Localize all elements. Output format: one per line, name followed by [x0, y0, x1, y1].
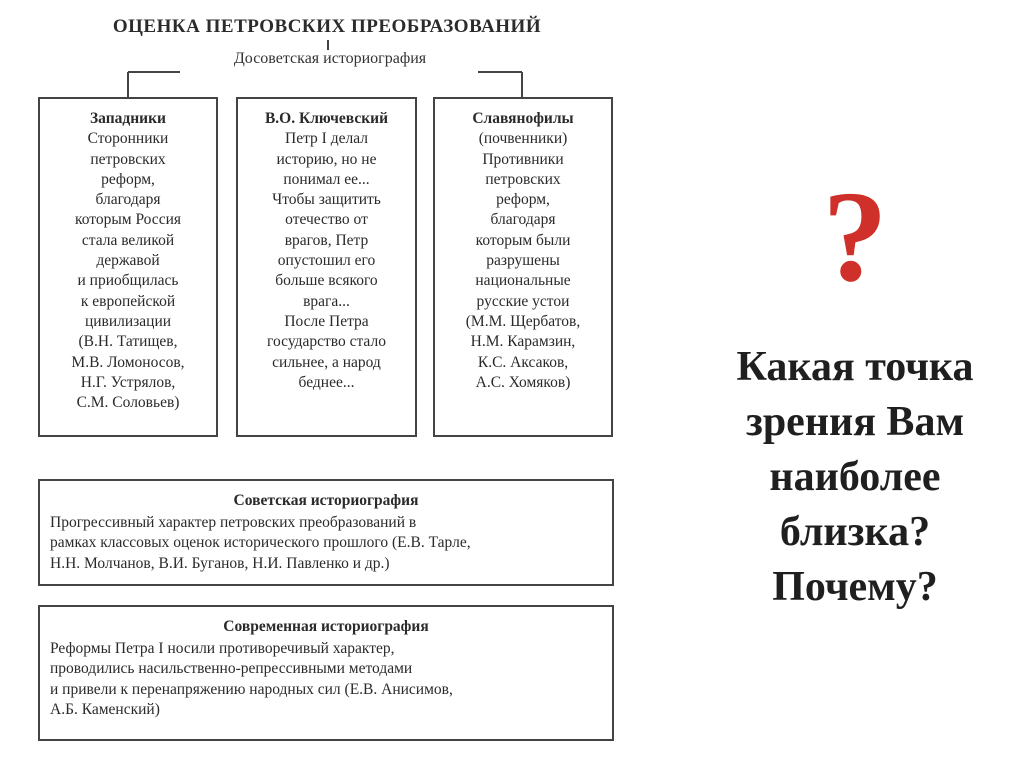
westerners-text: Сторонники петровских реформ, благодаря которым Россия стала великой державой и приобщилась к европейской цивилизации (В.Н. Татищев, М.В. Ломоносов, Н.Г. Устрялов, С.М. Соловьев): [71, 130, 185, 412]
westerners-heading: Западники: [90, 110, 166, 127]
westerners-box: [38, 97, 218, 437]
klyuchevsky-heading: В.О. Ключевский: [264, 110, 389, 127]
pre-soviet-subtitle: Досоветская историография: [233, 50, 427, 67]
modern-text: Реформы Петра I носили противоречивый характер, проводились насильственно-репрессивными методами и привели к перенапряжению народных сил (Е.В. Анисимов, А.Б. Каменский): [50, 639, 453, 718]
question-mark-icon: ?: [822, 165, 888, 309]
slavophiles-box: [433, 97, 613, 437]
klyuchevsky-text: Петр I делал историю, но не понимал ее... Чтобы защитить отечество от врагов, Петр опустошил его больше всякого врага... После Петра государство стало сильнее, а народ беднее...: [267, 130, 386, 391]
soviet-historiography-box: [38, 479, 614, 586]
klyuchevsky-box: [236, 97, 417, 437]
soviet-text: Прогрессивный характер петровских преобразований в рамках классовых оценок исторического прошлого (Е.В. Тарле, Н.Н. Молчанов, В.И. Буганов, Н.И. Павленко и др.): [50, 513, 471, 572]
modern-heading: Современная историография: [223, 618, 429, 635]
modern-historiography-box: [38, 605, 614, 741]
soviet-heading: Советская историография: [233, 492, 419, 509]
question-text: Какая точка зрения Вам наиболее близка? Почему?: [736, 344, 974, 610]
slavophiles-text: (почвенники) Противники петровских реформ, благодаря которым были разрушены национальные русские устои (М.М. Щербатов, Н.М. Карамзин, К.С. Аксаков, А.С. Хомяков): [465, 130, 581, 391]
diagram-title: ОЦЕНКА ПЕТРОВСКИХ ПРЕОБРАЗОВАНИЙ: [112, 16, 542, 37]
slavophiles-heading: Славянофилы: [472, 110, 574, 127]
